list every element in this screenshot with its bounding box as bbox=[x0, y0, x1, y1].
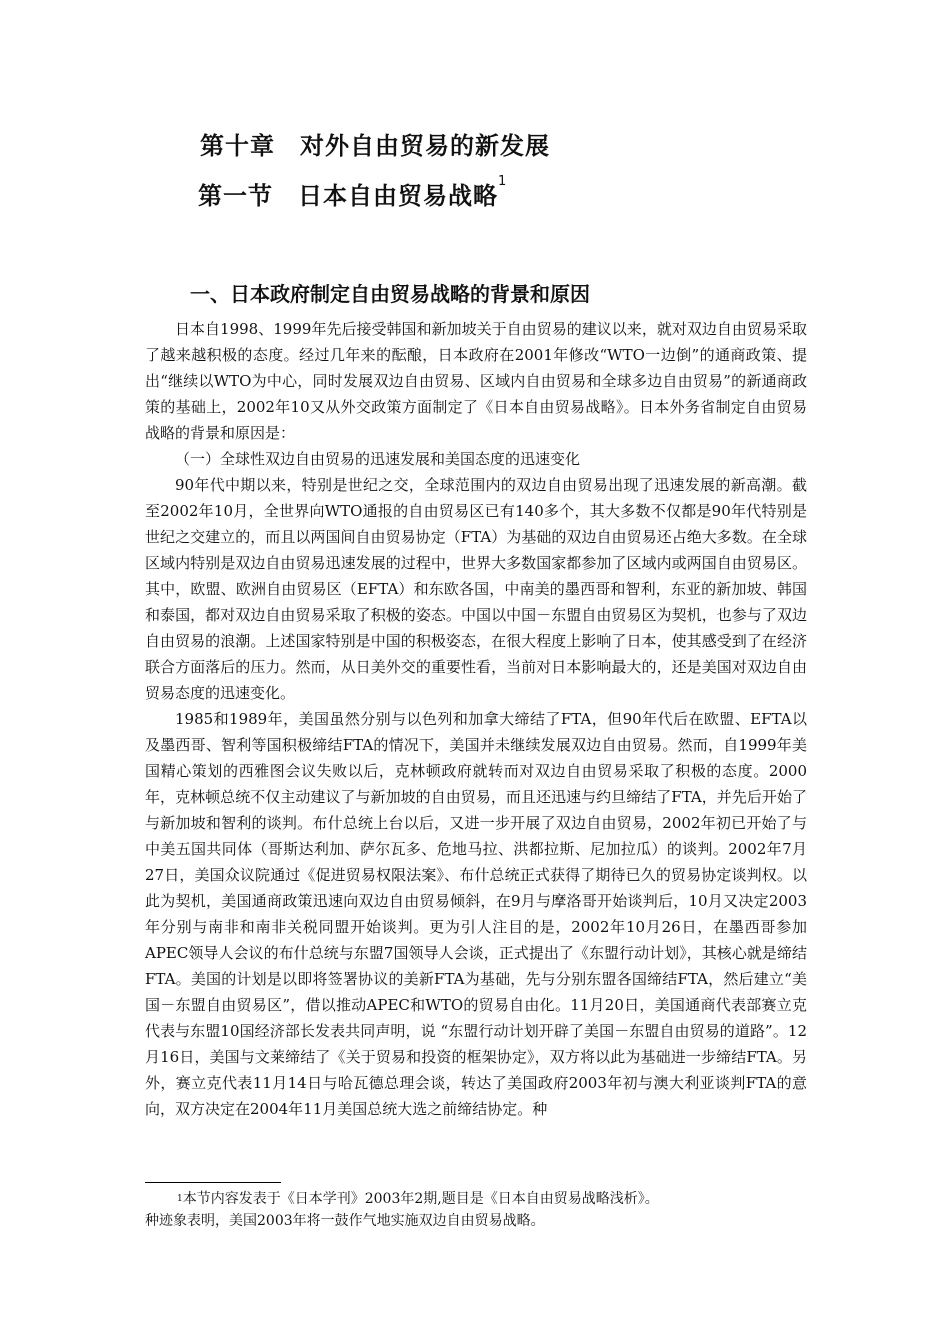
paragraph: 90年代中期以来，特别是世纪之交，全球范围内的双边自由贸易出现了迅速发展的新高潮。截至2002年10月，全世界向WTO通报的自由贸易区已有140多个，其大多数不仅都是90年代特别是世纪之交建立的，而且以两国间自由贸易协定（FTA）为基础的双边自由贸易还占绝大多数。在全球区域内特别是双边自由贸易迅速发展的过程中，世界大多数国家都参加了区域内或两国自由贸易区。其中，欧盟、欧洲自由贸易区（EFTA）和东欧各国，中南美的墨西哥和智利，东亚的新加坡、韩国和泰国，都对双边自由贸易采取了积极的姿态。中国以中国－东盟自由贸易区为契机，也参与了双边自由贸易的浪潮。上述国家特别是中国的积极姿态，在很大程度上影响了日本，使其感受到了在经济联合方面落后的压力。然而，从日美外交的重要性看，当前对日本影响最大的，还是美国对双边自由贸易态度的迅速变化。 bbox=[145, 476, 807, 702]
footnote-reference[interactable]: 1 bbox=[498, 174, 508, 189]
paragraph: 日本自1998、1999年先后接受韩国和新加坡关于自由贸易的建议以来，就对双边自由贸易采取了越来越积极的态度。经过几年来的酝酿，日本政府在2001年修改“WTO一边倒”的通商政策、提出“继续以WTO为中心，同时发展双边自由贸易、区域内自由贸易和全球多边自由贸易”的新通商政策的基础上，2002年10又从外交政策方面制定了《日本自由贸易战略》。日本外务省制定自由贸易战略的背景和原因是： bbox=[145, 320, 807, 442]
chapter-title: 第十章 对外自由贸易的新发展 bbox=[200, 132, 550, 160]
subheading: 一、日本政府制定自由贸易战略的背景和原因 bbox=[190, 282, 590, 306]
footnote-line bbox=[145, 1188, 807, 1210]
section-title-text: 第一节 日本自由贸易战略 bbox=[198, 182, 498, 210]
section-title bbox=[198, 176, 507, 211]
body-text bbox=[145, 316, 807, 1122]
sub-heading-paragraph: （一）全球性双边自由贸易的迅速发展和美国态度的迅速变化 bbox=[175, 450, 581, 468]
continued-text: 种迹象表明，美国2003年将一鼓作气地实施双边自由贸易战略。 bbox=[145, 1213, 545, 1229]
footnote-divider bbox=[145, 1182, 281, 1183]
footnote-text: 本节内容发表于《日本学刊》2003年2期,题目是《日本自由贸易战略浅析》。 bbox=[182, 1191, 659, 1207]
paragraph: 1985和1989年，美国虽然分别与以色列和加拿大缔结了FTA，但90年代后在欧盟、EFTA以及墨西哥、智利等国积极缔结FTA的情况下，美国并未继续发展双边自由贸易。然而，自1999年美国精心策划的西雅图会议失败以后，克林顿政府就转而对双边自由贸易采取了积极的态度。2000年，克林顿总统不仅主动建议了与新加坡的自由贸易，而且还迅速与约旦缔结了FTA，并先后开始了与新加坡和智利的谈判。布什总统上台以后，又进一步开展了双边自由贸易，2002年初已开始了与中美五国共同体（哥斯达利加、萨尔瓦多、危地马拉、洪都拉斯、尼加拉瓜）的谈判。2002年7月27日，美国众议院通过《促进贸易权限法案》、布什总统正式获得了期待已久的贸易协定谈判权。以此为契机，美国通商政策迅速向双边自由贸易倾斜，在9月与摩洛哥开始谈判后，10月又决定2003年分别与南非和南非关税同盟开始谈判。更为引人注目的是，2002年10月26日，在墨西哥参加APEC领导人会议的布什总统与东盟7国领导人会谈，正式提出了《东盟行动计划》，其核心就是缔结FTA。美国的计划是以即将签署协议的美新FTA为基础，先与分别东盟各国缔结FTA，然后建立“美国－东盟自由贸易区”，借以推动APEC和WTO的贸易自由化。11月20日，美国通商代表部赛立克代表与东盟10国经济部长发表共同声明，说 “东盟行动计划开辟了美国－东盟自由贸易的道路”。12月16日，美国与文莱缔结了《关于贸易和投资的框架协定》，双方将以此为基础进一步缔结FTA。另外，赛立克代表11月14日与哈瓦德总理会谈，转达了美国政府2003年初与澳大利亚谈判FTA的意向，双方决定在2004年11月美国总统大选之前缔结协定。种 bbox=[145, 710, 807, 1118]
footnote-mark: 1 bbox=[177, 1194, 183, 1204]
footnote bbox=[145, 1188, 807, 1232]
